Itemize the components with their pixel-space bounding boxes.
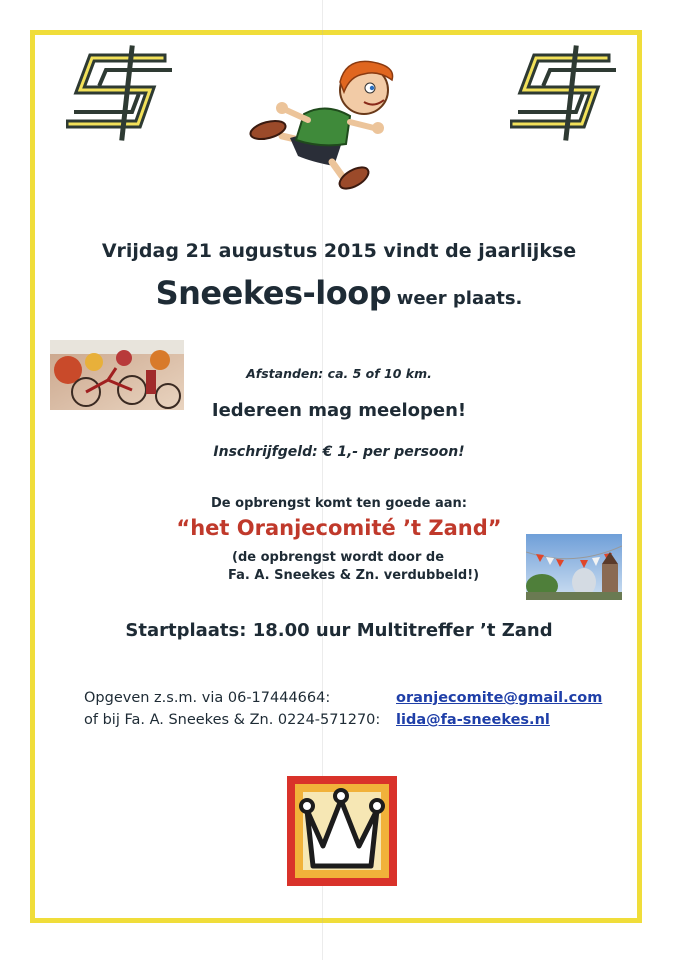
event-suffix: weer plaats. [396, 288, 523, 309]
email-link-lida[interactable]: lida@fa-sneekes.nl [396, 712, 550, 728]
doubling-note-line2: Fa. A. Sneekes & Zn. verdubbeld!) [228, 568, 480, 583]
festival-flags-photo [526, 534, 622, 600]
registration-fee-text: Inschrijfgeld: € 1,- per persoon! [213, 444, 465, 460]
beneficiary-name: “het Oranjecomité ’t Zand” [176, 516, 502, 540]
signup-shop-line: of bij Fa. A. Sneekes & Zn. 0224-571270: [84, 712, 381, 728]
signup-phone-line: Opgeven z.s.m. via 06-17444664: [84, 690, 331, 706]
sneekes-logo-icon [66, 44, 174, 142]
crown-logo-icon [287, 776, 397, 886]
start-location-text: Startplaats: 18.00 uur Multitreffer ’t Zand [125, 620, 553, 641]
event-name: Sneekes-loop [155, 274, 392, 312]
sneekes-logo-icon [510, 44, 618, 142]
running-boy-illustration [246, 58, 404, 192]
event-date-line: Vrijdag 21 augustus 2015 vindt de jaarlijkse [101, 240, 577, 262]
proceeds-intro-text: De opbrengst komt ten goede aan: [211, 496, 467, 511]
everyone-can-join-text: Iedereen mag meelopen! [211, 400, 467, 421]
distances-text: Afstanden: ca. 5 of 10 km. [246, 366, 432, 381]
event-title-line [0, 274, 678, 312]
doubling-note-line1: (de opbrengst wordt door de [232, 550, 445, 565]
email-link-oranjecomite[interactable]: oranjecomite@gmail.com [396, 690, 603, 706]
